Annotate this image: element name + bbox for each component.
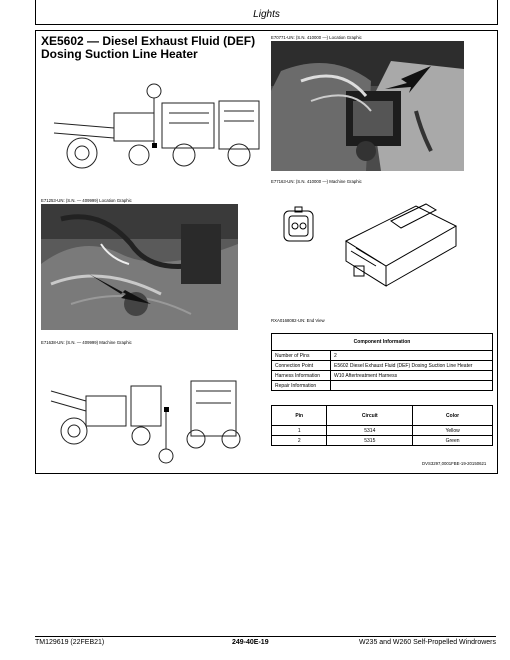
table-cell: Repair Information: [272, 381, 331, 391]
machine-drawing-new: [44, 83, 264, 173]
table-row: [272, 381, 493, 391]
table-cell: 2: [331, 351, 493, 361]
connector-isometric: [336, 196, 466, 291]
footer-left: TM129619 (22FEB21): [35, 639, 105, 646]
table-cell: 2: [272, 436, 327, 446]
footer-page-number: 249-40E-19: [232, 639, 269, 646]
location-photo-old: [41, 204, 238, 330]
table-cell: Connection Point: [272, 361, 331, 371]
caption-machine-graphic-new: E77163-UN: (S.N. 410000 —) Machine Graphic: [271, 179, 362, 184]
table-row: [272, 371, 493, 381]
table-row: [272, 351, 493, 361]
page-header-title: Lights: [253, 9, 280, 20]
connector-end-view: [281, 206, 316, 246]
header-frame: [35, 0, 498, 25]
table-row: [272, 426, 493, 436]
table-cell: Number of Pins: [272, 351, 331, 361]
table-row: [272, 436, 493, 446]
table-row: [272, 361, 493, 371]
caption-end-view: RXA0168082-UN: End View: [271, 318, 325, 323]
document-code: DVS3297,0001FBE-19-20150621: [422, 461, 487, 466]
machine-drawing-old: [46, 371, 246, 466]
table-cell: Yellow: [413, 426, 493, 436]
location-photo-new: [271, 41, 464, 171]
component-table-title: Component Information: [272, 334, 493, 351]
caption-location-graphic-old: E71253-UN: (S.N. — 409999) Location Graphic: [41, 198, 132, 203]
color-header: Color: [413, 406, 493, 426]
table-cell: E5602 Diesel Exhaust Fluid (DEF) Dosing Suction Line Heater: [331, 361, 493, 371]
section-title: XE5602 — Diesel Exhaust Fluid (DEF) Dosing Suction Line Heater: [41, 34, 256, 61]
caption-machine-graphic-old: E71638-UN: (S.N. — 409999) Machine Graphic: [41, 340, 132, 345]
table-cell: Harness Information: [272, 371, 331, 381]
pin-table: [271, 405, 493, 446]
table-cell: [331, 381, 493, 391]
footer-right: W235 and W260 Self-Propelled Windrowers: [359, 639, 496, 646]
pin-header: Pin: [272, 406, 327, 426]
table-cell: 5314: [327, 426, 413, 436]
component-info-table: [271, 333, 493, 391]
circuit-header: Circuit: [327, 406, 413, 426]
table-cell: Green: [413, 436, 493, 446]
caption-location-graphic-new: E70771-UN: (S.N. 410000 —) Location Graphic: [271, 35, 362, 40]
table-cell: 5315: [327, 436, 413, 446]
table-cell: 1: [272, 426, 327, 436]
table-cell: W10 Aftertreatment Harness: [331, 371, 493, 381]
footer-divider: [35, 636, 496, 637]
content-frame: [35, 30, 498, 474]
